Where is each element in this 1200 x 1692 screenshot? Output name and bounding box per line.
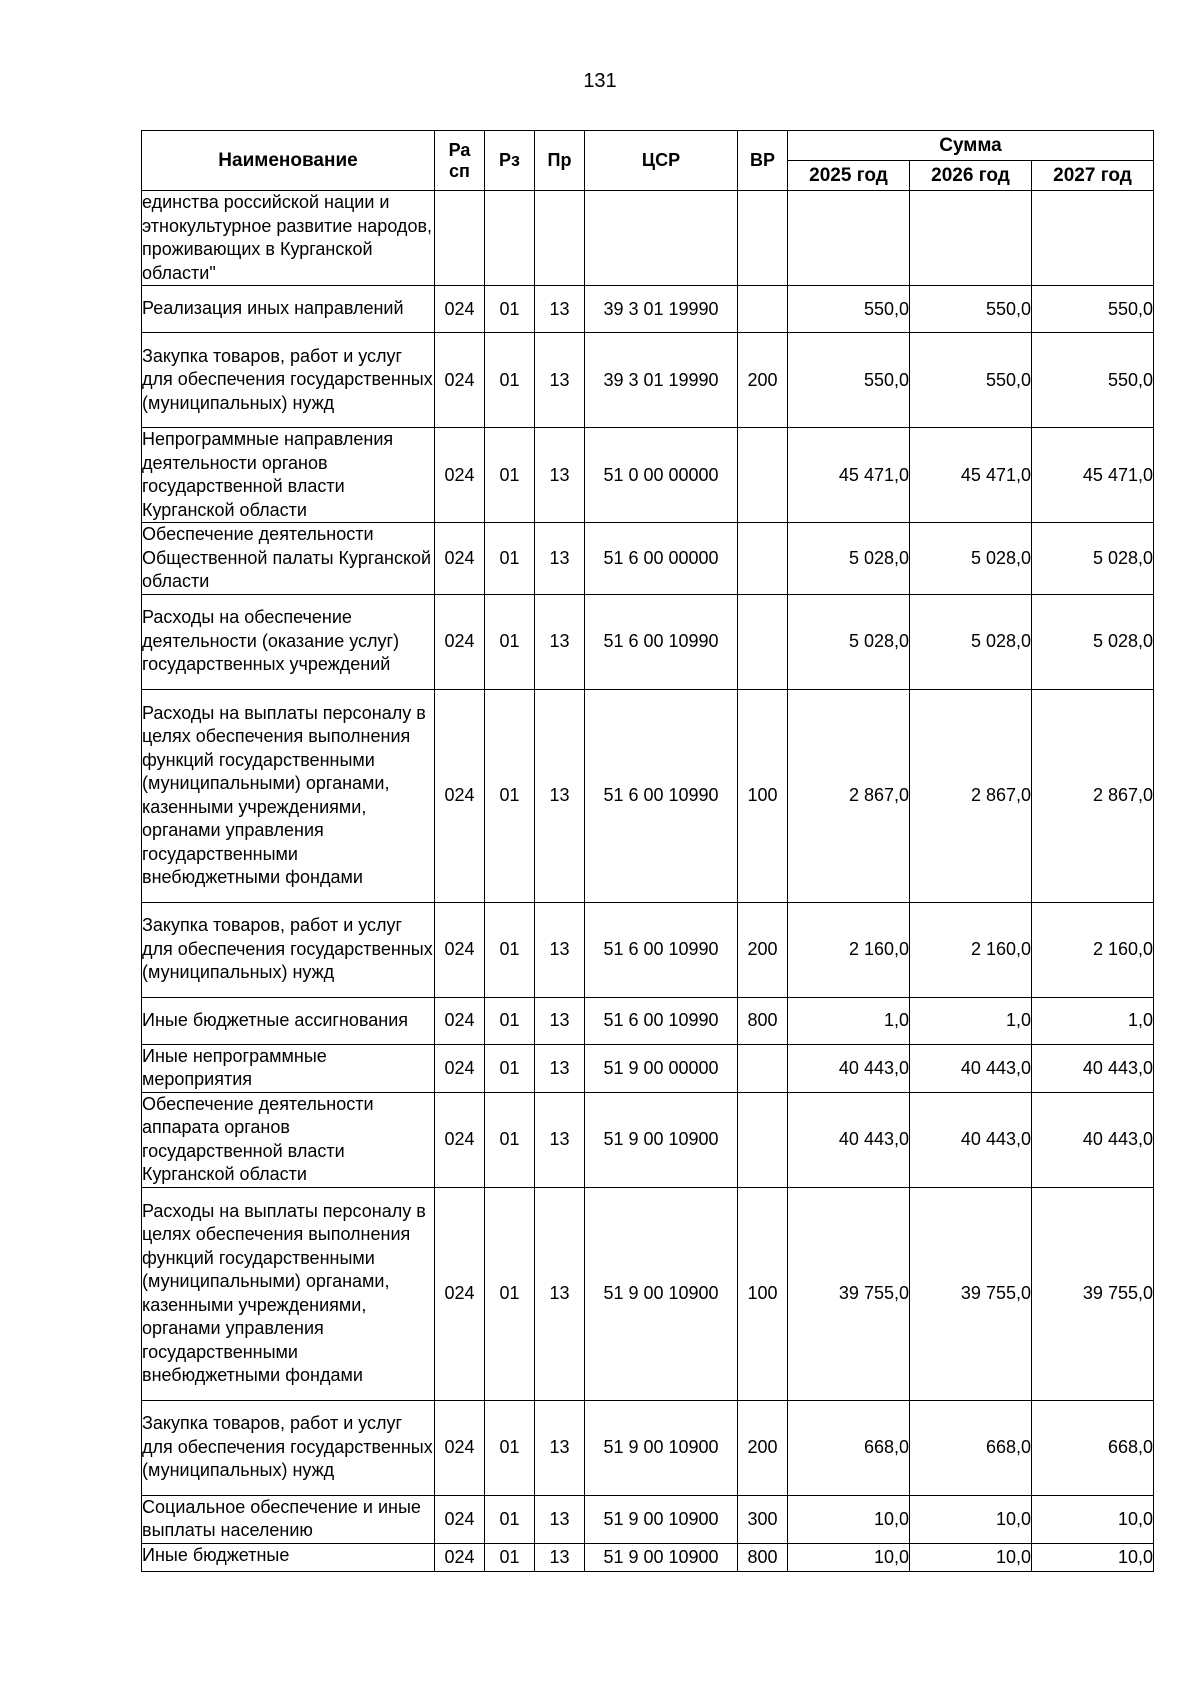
- row-pr: 13: [535, 1543, 585, 1571]
- table-row: [142, 286, 1154, 333]
- row-sum-2027: 2 160,0: [1032, 902, 1154, 997]
- row-sum-2025: [788, 191, 910, 286]
- row-pr: 13: [535, 333, 585, 428]
- row-csr: [585, 191, 738, 286]
- row-vr: 200: [738, 1400, 788, 1495]
- row-sum-2025: 40 443,0: [788, 1044, 910, 1092]
- table-row: [142, 1092, 1154, 1187]
- row-rasp: [435, 191, 485, 286]
- budget-table: [141, 130, 1154, 1572]
- row-rz: 01: [485, 1187, 535, 1400]
- row-sum-2025: 45 471,0: [788, 428, 910, 523]
- row-sum-2026: 2 160,0: [910, 902, 1032, 997]
- row-name: Закупка товаров, работ и услуг для обеспечения государственных (муниципальных) нужд: [142, 1400, 435, 1495]
- row-csr: 51 6 00 10990: [585, 997, 738, 1044]
- row-csr: 51 0 00 00000: [585, 428, 738, 523]
- row-vr: [738, 1092, 788, 1187]
- table-row: [142, 1044, 1154, 1092]
- row-name: Иные непрограммные мероприятия: [142, 1044, 435, 1092]
- row-rasp: 024: [435, 1092, 485, 1187]
- row-name: Расходы на обеспечение деятельности (оказание услуг) государственных учреждений: [142, 594, 435, 689]
- row-sum-2026: 550,0: [910, 286, 1032, 333]
- row-pr: 13: [535, 286, 585, 333]
- row-sum-2026: 5 028,0: [910, 523, 1032, 595]
- row-name: Расходы на выплаты персоналу в целях обеспечения выполнения функций государственными (муниципальными) органами, казенными учреждениями, органами управления государственными внебюджетными фондами: [142, 689, 435, 902]
- table-row: [142, 594, 1154, 689]
- row-sum-2027: 1,0: [1032, 997, 1154, 1044]
- row-sum-2025: 550,0: [788, 333, 910, 428]
- row-vr: [738, 1044, 788, 1092]
- row-rasp: 024: [435, 689, 485, 902]
- table-row: [142, 523, 1154, 595]
- header-rasp: [435, 131, 485, 191]
- row-sum-2027: 550,0: [1032, 333, 1154, 428]
- row-rasp: 024: [435, 1400, 485, 1495]
- row-sum-2025: 39 755,0: [788, 1187, 910, 1400]
- row-csr: 51 9 00 00000: [585, 1044, 738, 1092]
- row-pr: 13: [535, 594, 585, 689]
- row-csr: 51 6 00 10990: [585, 689, 738, 902]
- table-row: [142, 689, 1154, 902]
- row-rasp: 024: [435, 902, 485, 997]
- row-pr: [535, 191, 585, 286]
- table-row: [142, 191, 1154, 286]
- row-pr: 13: [535, 428, 585, 523]
- row-vr: 300: [738, 1495, 788, 1543]
- row-vr: [738, 594, 788, 689]
- row-sum-2027: 5 028,0: [1032, 594, 1154, 689]
- row-vr: 100: [738, 1187, 788, 1400]
- row-name: Обеспечение деятельности аппарата органов государственной власти Курганской области: [142, 1092, 435, 1187]
- row-sum-2025: 40 443,0: [788, 1092, 910, 1187]
- row-pr: 13: [535, 1044, 585, 1092]
- row-sum-2027: 40 443,0: [1032, 1044, 1154, 1092]
- row-vr: [738, 286, 788, 333]
- row-csr: 51 6 00 00000: [585, 523, 738, 595]
- row-pr: 13: [535, 1092, 585, 1187]
- table-row: [142, 1495, 1154, 1543]
- row-rasp: 024: [435, 1543, 485, 1571]
- row-rz: 01: [485, 428, 535, 523]
- row-name: Реализация иных направлений: [142, 286, 435, 333]
- row-csr: 51 6 00 10990: [585, 902, 738, 997]
- row-sum-2027: 10,0: [1032, 1495, 1154, 1543]
- row-sum-2027: [1032, 191, 1154, 286]
- row-sum-2025: 668,0: [788, 1400, 910, 1495]
- row-sum-2027: 40 443,0: [1032, 1092, 1154, 1187]
- row-sum-2025: 2 160,0: [788, 902, 910, 997]
- row-name: Закупка товаров, работ и услуг для обеспечения государственных (муниципальных) нужд: [142, 902, 435, 997]
- row-vr: 100: [738, 689, 788, 902]
- row-csr: 51 9 00 10900: [585, 1400, 738, 1495]
- row-sum-2026: 40 443,0: [910, 1092, 1032, 1187]
- row-rz: 01: [485, 594, 535, 689]
- row-sum-2026: 10,0: [910, 1543, 1032, 1571]
- row-sum-2026: 550,0: [910, 333, 1032, 428]
- header-csr: ЦСР: [585, 131, 738, 191]
- row-rz: [485, 191, 535, 286]
- row-pr: 13: [535, 1495, 585, 1543]
- header-name: Наименование: [142, 131, 435, 191]
- row-pr: 13: [535, 902, 585, 997]
- row-name: Обеспечение деятельности Общественной палаты Курганской области: [142, 523, 435, 595]
- row-csr: 39 3 01 19990: [585, 286, 738, 333]
- row-name: Расходы на выплаты персоналу в целях обеспечения выполнения функций государственными (муниципальными) органами, казенными учреждениями, органами управления государственными внебюджетными фондами: [142, 1187, 435, 1400]
- row-rasp: 024: [435, 997, 485, 1044]
- row-rasp: 024: [435, 286, 485, 333]
- row-rz: 01: [485, 286, 535, 333]
- row-csr: 51 9 00 10900: [585, 1495, 738, 1543]
- table-row: [142, 1400, 1154, 1495]
- page-number: 131: [583, 70, 617, 92]
- header-sum: Сумма: [788, 131, 1154, 161]
- row-sum-2026: 39 755,0: [910, 1187, 1032, 1400]
- row-sum-2025: 1,0: [788, 997, 910, 1044]
- table-row: [142, 1187, 1154, 1400]
- row-sum-2025: 550,0: [788, 286, 910, 333]
- row-vr: 800: [738, 1543, 788, 1571]
- row-csr: 51 9 00 10900: [585, 1187, 738, 1400]
- header-year-2025: 2025 год: [788, 161, 910, 191]
- row-rz: 01: [485, 1044, 535, 1092]
- row-vr: [738, 428, 788, 523]
- row-sum-2027: 2 867,0: [1032, 689, 1154, 902]
- header-year-2027: 2027 год: [1032, 161, 1154, 191]
- row-sum-2027: 550,0: [1032, 286, 1154, 333]
- row-sum-2027: 10,0: [1032, 1543, 1154, 1571]
- header-rz: Рз: [485, 131, 535, 191]
- row-name: Иные бюджетные: [142, 1543, 435, 1571]
- row-rasp: 024: [435, 1495, 485, 1543]
- row-name: Непрограммные направления деятельности органов государственной власти Курганской области: [142, 428, 435, 523]
- row-csr: 51 6 00 10990: [585, 594, 738, 689]
- row-rz: 01: [485, 1495, 535, 1543]
- row-vr: [738, 523, 788, 595]
- row-sum-2026: 10,0: [910, 1495, 1032, 1543]
- row-sum-2025: 10,0: [788, 1543, 910, 1571]
- header-rasp-top: Ра: [448, 139, 471, 160]
- row-rasp: 024: [435, 523, 485, 595]
- row-sum-2026: 2 867,0: [910, 689, 1032, 902]
- row-pr: 13: [535, 997, 585, 1044]
- row-sum-2026: 40 443,0: [910, 1044, 1032, 1092]
- header-pr: Пр: [535, 131, 585, 191]
- row-vr: [738, 191, 788, 286]
- row-pr: 13: [535, 689, 585, 902]
- row-sum-2026: 1,0: [910, 997, 1032, 1044]
- row-rz: 01: [485, 689, 535, 902]
- row-name: Закупка товаров, работ и услуг для обеспечения государственных (муниципальных) нужд: [142, 333, 435, 428]
- row-sum-2027: 39 755,0: [1032, 1187, 1154, 1400]
- row-rasp: 024: [435, 1044, 485, 1092]
- row-csr: 51 9 00 10900: [585, 1543, 738, 1571]
- row-sum-2025: 5 028,0: [788, 594, 910, 689]
- row-pr: 13: [535, 1187, 585, 1400]
- row-name: единства российской нации и этнокультурное развитие народов, проживающих в Курганской области": [142, 191, 435, 286]
- table-row: [142, 997, 1154, 1044]
- row-sum-2027: 45 471,0: [1032, 428, 1154, 523]
- row-sum-2025: 5 028,0: [788, 523, 910, 595]
- row-sum-2025: 2 867,0: [788, 689, 910, 902]
- row-name: Социальное обеспечение и иные выплаты населению: [142, 1495, 435, 1543]
- row-rz: 01: [485, 333, 535, 428]
- row-rz: 01: [485, 997, 535, 1044]
- header-rasp-bottom: сп: [449, 160, 470, 181]
- row-rasp: 024: [435, 333, 485, 428]
- header-vr: ВР: [738, 131, 788, 191]
- table-body: [142, 191, 1154, 1572]
- row-name: Иные бюджетные ассигнования: [142, 997, 435, 1044]
- row-pr: 13: [535, 1400, 585, 1495]
- row-vr: 800: [738, 997, 788, 1044]
- row-rz: 01: [485, 1543, 535, 1571]
- row-rz: 01: [485, 902, 535, 997]
- row-vr: 200: [738, 902, 788, 997]
- row-sum-2027: 668,0: [1032, 1400, 1154, 1495]
- row-sum-2025: 10,0: [788, 1495, 910, 1543]
- row-rz: 01: [485, 523, 535, 595]
- row-sum-2026: 668,0: [910, 1400, 1032, 1495]
- row-pr: 13: [535, 523, 585, 595]
- row-rasp: 024: [435, 594, 485, 689]
- row-sum-2026: 5 028,0: [910, 594, 1032, 689]
- table-row: [142, 428, 1154, 523]
- row-rz: 01: [485, 1092, 535, 1187]
- header-year-2026: 2026 год: [910, 161, 1032, 191]
- table-row: [142, 902, 1154, 997]
- row-csr: 51 9 00 10900: [585, 1092, 738, 1187]
- row-sum-2027: 5 028,0: [1032, 523, 1154, 595]
- row-csr: 39 3 01 19990: [585, 333, 738, 428]
- row-rasp: 024: [435, 428, 485, 523]
- row-vr: 200: [738, 333, 788, 428]
- row-rz: 01: [485, 1400, 535, 1495]
- row-sum-2026: 45 471,0: [910, 428, 1032, 523]
- table-row: [142, 1543, 1154, 1571]
- table-row: [142, 333, 1154, 428]
- row-sum-2026: [910, 191, 1032, 286]
- row-rasp: 024: [435, 1187, 485, 1400]
